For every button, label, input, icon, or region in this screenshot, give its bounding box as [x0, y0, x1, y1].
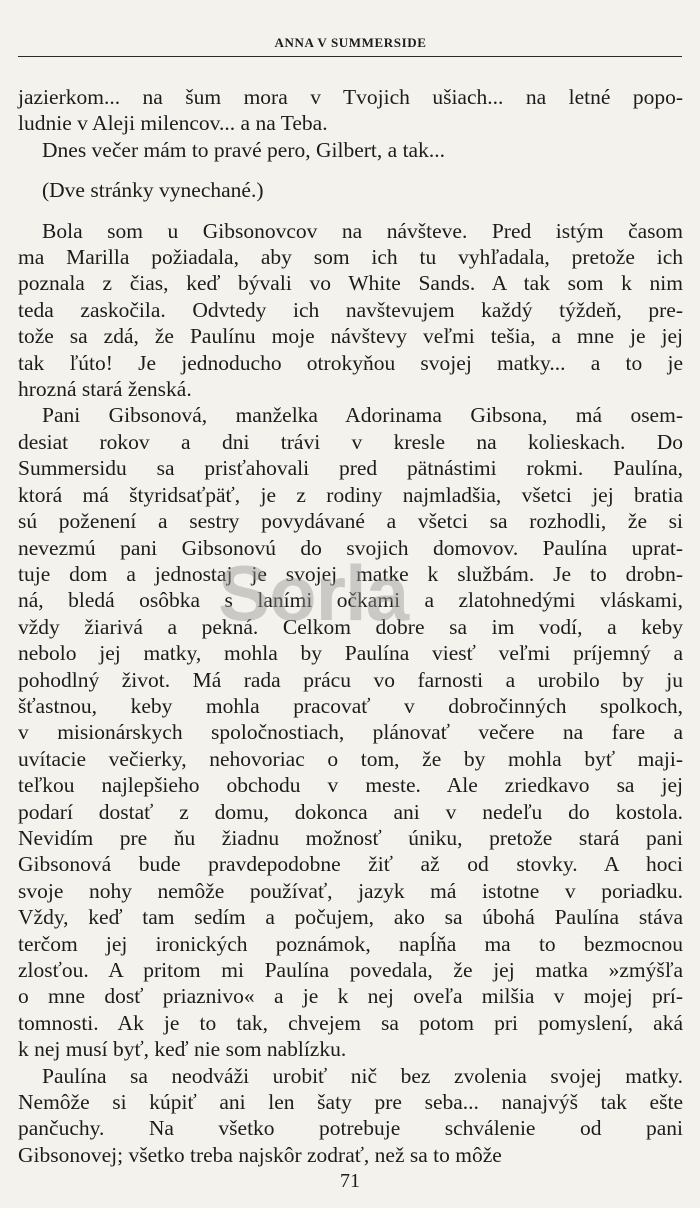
text-line: pohodlný život. Má rada prácu vo farnosti a urobilo by ju [18, 667, 683, 692]
paragraph [18, 218, 683, 403]
paragraph [18, 177, 683, 203]
text-line: o mne dosť priaznivo« a je k nej oveľa milšia v mojej prí- [18, 984, 683, 1009]
text-line: Paulína sa neodváži urobiť nič bez zvolenia svojej matky. [42, 1063, 683, 1088]
text-line: nevezmú pani Gibsonovú do svojich domovov. Paulína uprat- [18, 535, 683, 560]
text-line: tuje dom a jednostaj je svojej matke k službám. Je to drobn- [18, 561, 683, 586]
paragraph [18, 1063, 683, 1169]
text-line: Pani Gibsonová, manželka Adorinama Gibsona, má osem- [42, 403, 683, 428]
page-number: 71 [340, 1170, 360, 1192]
text-line: tomnosti. Ak je to tak, chvejem sa potom pri pomyslení, aká [18, 1010, 683, 1035]
text-line: Dnes večer mám to pravé pero, Gilbert, a tak... [42, 137, 445, 162]
text-line: sú poženení a sestry povydávané a všetci sa rozhodli, že si [18, 509, 683, 534]
text-line: ludnie v Aleji milencov... a na Teba. [18, 111, 328, 136]
text-line: Bola som u Gibsonovcov na návšteve. Pred istým časom [42, 218, 683, 243]
text-line: desiat rokov a dni trávi v kresle na kolieskach. Do [18, 429, 683, 454]
paragraph [18, 84, 683, 137]
text-line: teda zaskočila. Odvtedy ich navštevujem každý týždeň, pre- [18, 297, 683, 322]
text-line: v misionárskych spoločnostiach, plánovať večere na fare a [18, 720, 683, 745]
text-line: (Dve stránky vynechané.) [42, 178, 264, 203]
text-line: vždy žiarivá a pekná. Celkom dobre sa im vodí, a keby [18, 614, 683, 639]
text-line: teľkou najlepšieho obchodu v meste. Ale zriedkavo sa jej [18, 773, 683, 798]
header-rule [18, 56, 682, 57]
text-line: k nej musí byť, keď nie som nablízku. [18, 1037, 347, 1062]
text-line: Vždy, keď tam sedím a počujem, ako sa úbohá Paulína stáva [18, 905, 683, 930]
text-line: zlosťou. A pritom mi Paulína povedala, že jej matka »zmýšľa [18, 958, 683, 982]
body-text [18, 84, 683, 1168]
text-line: Summersidu sa prisťahovali pred pätnástimi rokmi. Paulína, [18, 456, 683, 481]
paragraph [18, 137, 683, 163]
paragraph-gap [18, 163, 683, 177]
paragraph-gap [18, 204, 683, 218]
text-line: nebolo jej matky, mohla by Paulína viesť veľmi príjemný a [18, 641, 683, 666]
running-title: ANNA V SUMMERSIDE [274, 35, 427, 50]
text-line: Gibsonovej; všetko treba najskôr zodrať, než sa to môže [18, 1142, 502, 1167]
text-line: poznala z čias, keď bývali vo White Sands. A tak som k nim [18, 271, 683, 296]
text-line: pančuchy. Na všetko potrebuje schválenie od pani [18, 1116, 683, 1141]
text-line: terčom jej ironických poznámok, napĺňa ma to bezmocnou [18, 931, 683, 956]
text-line: podarí dostať z domu, dokonca ani v nedeľu do kostola. [18, 799, 683, 824]
text-line: tak ľúto! Je jednoducho otrokyňou svojej matky... a to je [18, 350, 683, 375]
paragraph [18, 402, 683, 1062]
text-line: tože sa zdá, že Paulínu moje návštevy veľmi tešia, a mne je jej [18, 324, 683, 349]
text-line: Gibsonová bude pravdepodobne žiť až od stovky. A hoci [18, 852, 683, 877]
running-header [18, 34, 683, 52]
text-line: ktorá má štyridsaťpäť, je z rodiny najmladšia, všetci jej bratia [18, 482, 683, 507]
watermark: Sorla [218, 549, 409, 637]
text-line: hrozná stará ženská. [18, 377, 192, 402]
text-line: jazierkom... na šum mora v Tvojich ušiach... na letné popo- [18, 85, 683, 109]
text-line: svoje nohy nemôže používať, jazyk má istotne v poriadku. [18, 878, 683, 903]
text-line: šťastnou, keby mohla pracovať v dobročinných spolkoch, [18, 693, 683, 718]
text-line: ná, bledá osôbka s laními očkami a zlatohnedými vláskami, [18, 588, 683, 613]
text-line: Nemôže si kúpiť ani len šaty pre seba... nanajvýš tak ešte [18, 1090, 683, 1115]
text-line: uvítacie večierky, nehovoriac o tom, že by mohla byť maji- [18, 746, 683, 771]
text-line: Nevidím pre ňu žiadnu možnosť úniku, pretože stará pani [18, 825, 683, 850]
text-line: ma Marilla požiadala, aby som ich tu vyhľadala, pretože ich [18, 245, 683, 270]
